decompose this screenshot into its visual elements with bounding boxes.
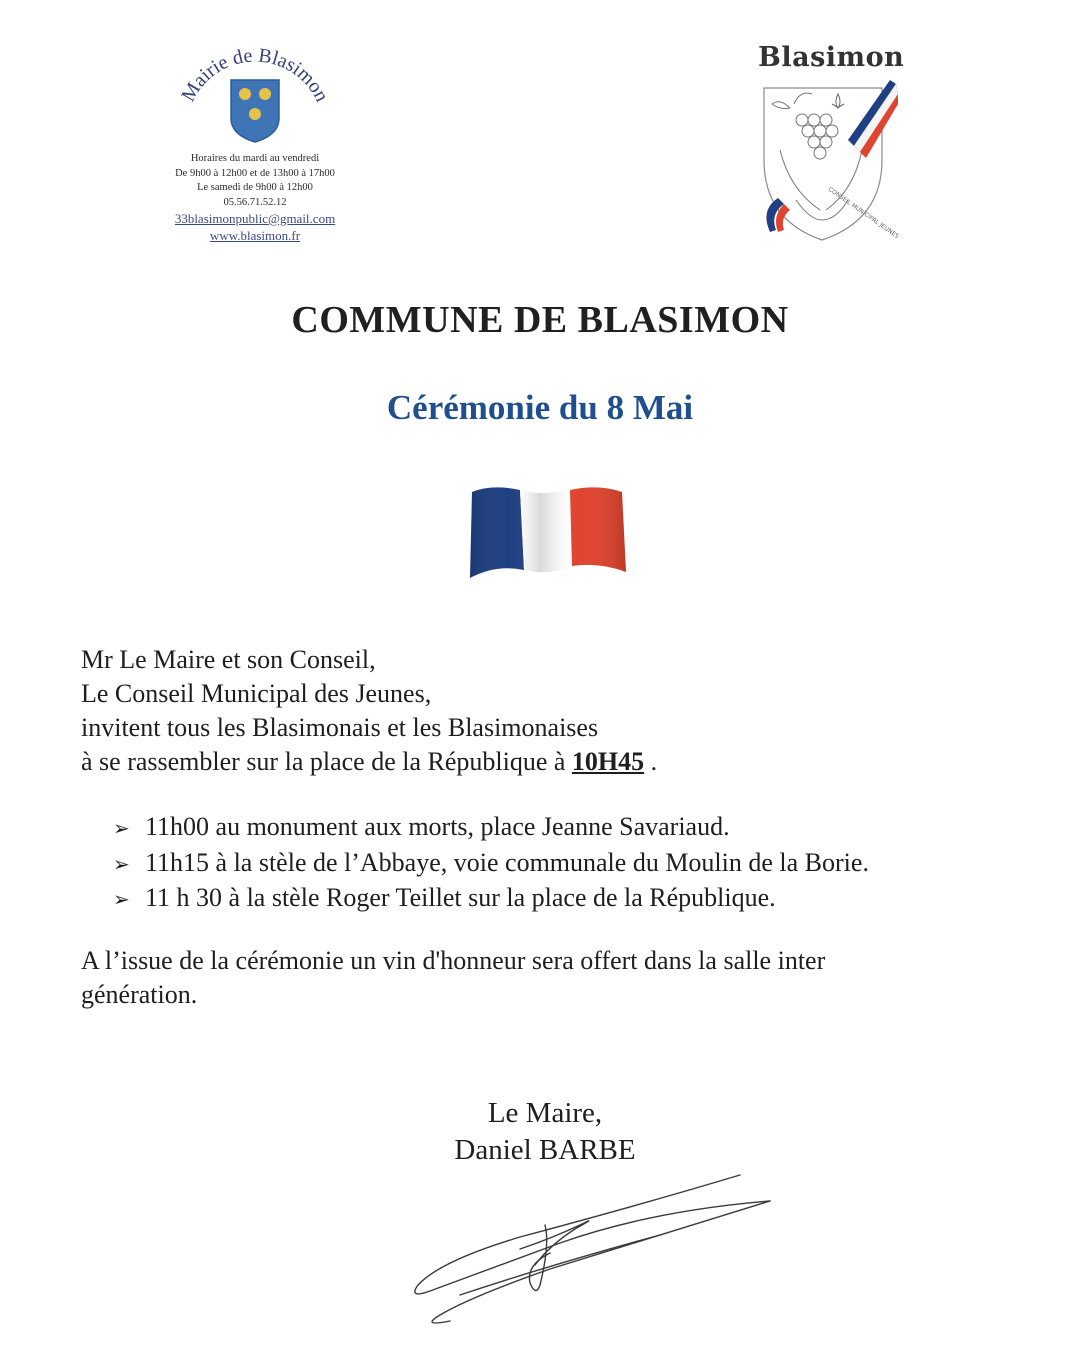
email-link[interactable]: 33blasimonpublic@gmail.com: [174, 211, 336, 226]
shield-dot-icon: [239, 88, 251, 100]
website-link[interactable]: www.blasimon.fr: [209, 228, 301, 243]
council-ribbon-text: CONSEIL MUNICIPAL JEUNES: [826, 185, 900, 241]
mairie-arc-textpath: Mairie de Blasimon: [177, 44, 333, 106]
hours-times: De 9h00 à 12h00 et de 13h00 à 17h00: [175, 167, 335, 179]
signatory-name: Daniel BARBE: [454, 1134, 636, 1166]
french-flag-icon: [462, 480, 632, 585]
invitation-paragraph: [81, 643, 657, 779]
program-list: [113, 810, 869, 917]
arrow-bullet-icon: ➢: [113, 851, 130, 876]
list-item: [113, 810, 869, 846]
closing-paragraph: [81, 944, 961, 1012]
phone-number: 05.56.71.52.12: [223, 196, 287, 208]
council-crest-icon: [750, 80, 900, 245]
list-item: [113, 846, 869, 882]
list-item: [113, 881, 869, 917]
closing-line: A l’issue de la cérémonie un vin d'honneur sera offert dans la salle inter: [81, 946, 826, 975]
handwritten-signature: [400, 1165, 780, 1335]
mairie-emblem: [170, 38, 340, 150]
program-item-text: 11h15 à la stèle de l’Abbaye, voie communale du Moulin de la Borie.: [145, 847, 869, 877]
closing-line: génération.: [81, 980, 198, 1009]
council-logo-title: Blasimon: [758, 42, 905, 73]
ceremony-subtitle: Cérémonie du 8 Mai: [386, 388, 694, 427]
council-logo: [750, 42, 905, 247]
arrow-bullet-icon: ➢: [113, 887, 130, 911]
mairie-contact-info: [150, 152, 360, 244]
program-item-text: 11 h 30 à la stèle Roger Teillet sur la place de la République.: [145, 883, 776, 912]
gathering-text: à se rassembler sur la place de la République à: [81, 747, 572, 776]
invitation-line: Le Conseil Municipal des Jeunes,: [81, 679, 432, 708]
program-item-text: 11h00 au monument aux morts, place Jeanne Savariaud.: [145, 812, 730, 841]
mairie-logo: [150, 38, 360, 253]
signature-block: [380, 1095, 710, 1169]
arrow-bullet-icon: ➢: [113, 816, 130, 840]
gathering-time: 10H45: [571, 747, 645, 776]
shield-dot-icon: [249, 108, 261, 120]
hours-saturday: Le samedi de 9h00 à 12h00: [197, 182, 313, 193]
invitation-line: Mr Le Maire et son Conseil,: [81, 645, 376, 674]
page-title: COMMUNE DE BLASIMON: [291, 299, 789, 341]
invitation-line: [81, 745, 657, 779]
hours-weekday: Horaires du mardi au vendredi: [190, 153, 320, 164]
signatory-role: Le Maire,: [487, 1097, 603, 1129]
shield-dot-icon: [259, 88, 271, 100]
invitation-line: invitent tous les Blasimonais et les Blasimonaises: [81, 713, 599, 742]
gathering-suffix: .: [644, 747, 658, 776]
